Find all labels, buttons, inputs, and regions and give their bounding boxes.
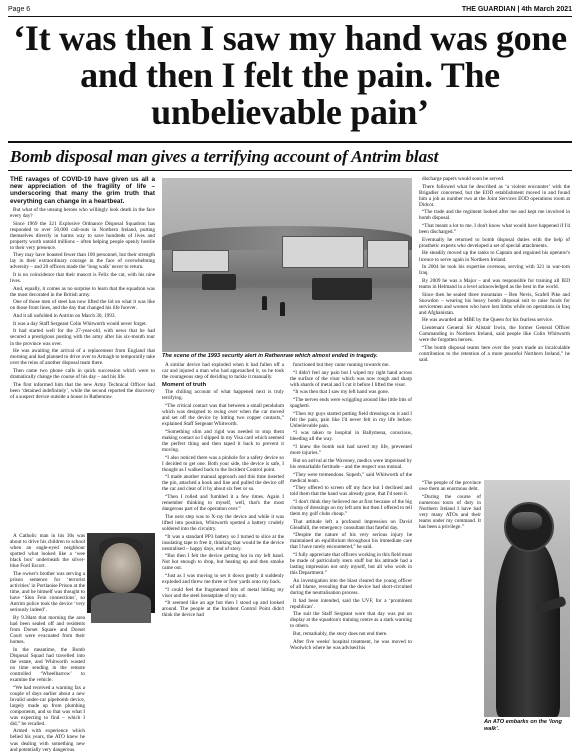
article-paragraph: “I don't think they believed me at first because of the big clump of dressings on my left arm but then I offered to tell them my golf clubs cheap.” [290,498,412,517]
article-paragraph: “Something slim and rigid was needed to stop them making contact so I slipped in my Visa card which seemed the perfect thing and then taped it back to prevent it moving. [162,428,284,453]
photo-building [282,236,364,268]
portrait-photo [87,533,155,613]
article-paragraph: Armed with experience which belied his years, the ATO knew he was dealing with something new and potentially very dangerous. [10,728,85,753]
column-1-body [10,207,155,400]
subheadline: Bomb disposal man gives a terrifying account of Antrim blast [10,147,439,166]
article-paragraph: “Just as I was moving to set it down gently it suddenly exploded and threw me three or four yards onto my back. [162,572,284,586]
article-paragraph: “It seemed like an age but then I stood up and looked around. The people at the Incident Control Point didn't think the device had [162,600,284,619]
article-paragraph: Since then he sealed three mountains – Ben Nevis, Scafell Pike and Snowdon – wearing his heavy bomb disposal suit to raise funds for servicemen and women who have lost limbs while on operations in Iraq and Afghanistan. [419,291,570,316]
article-paragraph: “They offered to screen off my face but I declined and told them that the hand was already gone, that I'd seen it. [290,485,412,498]
article-paragraph: A similar device had exploded when it had fallen off a car and injured a man who had approached it, so he took the courageous step of deciding to tackle it manually. [162,362,284,381]
article-column-4-lower [419,480,481,732]
article-paragraph: An investigation into the blast cleared the young officer of all blame, revealing that the device had short-circuited during the neutralisation process. [290,577,412,596]
headline: ‘It was then I saw my hand was gone and then I felt the pain. The unbelievable pain’ [13,18,567,132]
article-paragraph: “But then I felt the device getting hot in my left hand. Not hot enough to drop, but heating up and then smoke came out. [162,553,284,572]
article-paragraph: He was awarded an MBE by the Queen for his fearless service. [422,317,554,324]
article-paragraph: It had started well for the 27-year-old, with news that he had secured a prestigious posting with the army after his six-month tour in the province was over. [10,328,155,347]
article-paragraph: “It was a standard PP3 battery so I turned to slice at the insulating tape to free it, thinking that would be the device neutralised – happy days, end of story. [162,533,284,552]
article-lead: THE ravages of COVID-19 have given us all a new appreciation of the fragility of life – underscoring that many the grim truth that everything can change in a heartbeat. [10,176,155,205]
page-number: Page 6 [8,6,31,13]
article-paragraph: Lieutenant General Sir Alistair Irwin, the former General Officer Commanding in Northern Ireland, said people like Colin Whitworth were the forgotten heroes. [419,324,570,344]
photo-caption: The scene of the 1993 security alert in Rathenraw which almost ended in tragedy. [162,353,378,359]
article-paragraph: “I could feel the fragmented bits of metal hitting my visor and the steel breastplate of my suit. [162,586,284,599]
article-paragraph: By 9.30am that morning the area had been sealed off and residents from Dorset Square and Dorset Court were evacuated from their homes. [10,614,85,645]
article-paragraph: “The nerves ends were wriggling around like little bits of spaghetti. [290,397,412,410]
photo-building [367,240,409,268]
article-paragraph: But on arrival at the Waveney, medics were impressed by his remarkable fortitude – and the respect was mutual. [290,457,412,470]
column-2-body-a [162,362,284,380]
article-paragraph: It is no coincidence that their mascot is Felix the cat, with his nine lives. [10,272,155,285]
article-paragraph: functioned but they came running towards me. [293,362,390,368]
article-paragraph: A Catholic man in his 30s was about to drive his children to school when an eagle-eyed neighbour spotted what looked like a ‘wee black box’ underneath the silver-blue Ford Escort. [10,533,85,570]
article-paragraph: There followed what he described as ‘a violent encounter’ with the Brigadier concerned, but the EOD establishment moved in and found him a job as number two at the Joint Services EOD operations room at Didcot. [419,183,570,208]
article-paragraph: “They were tremendous. Superb,” said Whitworth of the medical team. [290,471,412,484]
header-rule [8,16,572,17]
article-paragraph: Eventually he returned to bomb disposal duties with the help of prosthetic experts who developed a set of special attachments. [419,236,570,249]
photo-building [172,250,229,272]
article-column-1-lower [10,533,85,753]
article-paragraph: In 2004 he took his expertise overseas, serving with 321 in war-torn Iraq. [419,264,570,277]
article-paragraph: By 2009 he was a Major – and was responsible for training all IED teams in Helmand in a level acknowledged as the best in the world. [419,277,570,290]
photo-vehicle [312,278,372,300]
ato-photo-caption: An ATO embarks on the ‘long walk’. [484,719,562,732]
article-column-3 [290,362,412,732]
article-paragraph: He was awaiting the arrival of a replacement from England that morning and had planned to drive over to Armagh to temporarily take over the reins of another disposal team there. [10,348,155,367]
article-paragraph: “The trade and the regiment looked after me and kept me involved in bomb disposal. [419,209,570,222]
helmet-visor [512,512,542,530]
bomb-suit [496,540,560,717]
article-paragraph: It was a day Staff Sergeant Colin Whitworth would never forget. [13,320,148,327]
article-paragraph: discharge papers would soon be served. [422,176,505,182]
article-paragraph: And, equally, it comes as no surprise to learn that the squadron was the most decorated in the British army. [10,285,155,298]
article-paragraph: “Then I rolled and fumbled it a few times. Again I remember thinking to myself, well, that's the most dangerous part of the operation over.” [162,494,284,513]
article-paragraph: After five weeks' hospital treatment, he was moved to Woolwich where he was advised his [290,638,412,651]
security-alert-photo [162,178,412,352]
article-paragraph: That attitude left a profound impression on David Gleadhill, the emergency consultant that fateful day. [290,518,412,531]
photo-vehicle [202,274,236,290]
article-paragraph: “The people of the province owe them an enormous debt. [419,480,481,493]
headline-rule [8,141,572,143]
photo-road [162,288,412,352]
article-paragraph: They may have boasted fewer than 100 personnel, but their strength lay in their extraordinary courage in the face of overwhelming adversity – and 20 officers made the ‘long walk’ never to return. [10,252,155,271]
article-paragraph: “The bomb disposal teams here over the years made an incalculable contribution to the retention of a more peaceful Northern Ireland,” he said. [419,344,570,363]
crosshead: Moment of truth [162,381,207,388]
article-column-2 [162,362,284,732]
article-paragraph: In the meantime, the Bomb Disposal Squad had travelled into the estate, and Whitworth wasted no time sending in the remote controlled ‘Wheelbarrow’ to examine the vehicle. [10,646,85,683]
article-paragraph: “I fully appreciate that officers working in this field must be made of particularly stern stuff but his attitude had a lasting impression not only myself, but all who work in this Department.” [290,552,412,577]
photo-figure [262,296,267,310]
article-paragraph: “I made another manual approach and this time inserted the pin, attached a hook and line and pulled the device off the car and clear of it by about six feet or so. [162,474,284,493]
article-paragraph: But what of the unsung heroes who willingly look death in the face every day? [10,206,155,219]
article-paragraph: “It was then that I saw my left hand was gone. [293,389,390,396]
ato-photo [484,480,570,717]
portrait-shirt [91,593,151,623]
article-column-4 [419,176,570,476]
photo-figure [280,302,285,316]
article-paragraph: “During the course of numerous tours of duty in Northern Ireland I have had very many ATOs and their teams under my command. It has been a privilege.” [419,493,481,530]
page-header [8,4,572,16]
article-paragraph: It had been intended, said the UVF, for a ‘prominent republican’. [290,597,412,610]
article-paragraph: He steadily moved up the ranks to Captain and regained his operator's licence to serve again in Northern Ireland. [419,250,570,263]
subheadline-rule [8,170,572,171]
article-paragraph: The suit the Staff Sergeant wore that day was put on display at the squadron's training centre as a stark warning to others. [290,611,412,630]
article-paragraph: The owner's brother was serving a prison sentence for ‘terrorist activities’ in Portlaoise Prison at the time, and he himself was thought to have ‘Sinn Fein connections’, so Antrim police took the device ‘very seriously indeed’. [10,570,85,614]
article-paragraph: But, remarkably, the story does not end there. [293,630,388,637]
article-paragraph: The next step was to X-ray the device and while it was lifted into position, Whitworth spotted a battery crudely soldered into the circuitry. [162,513,284,532]
article-paragraph: “The critical contact was that between a small pendulum which was designed to swing over when the car moved and set off the device by hitting two copper contacts,” explained Staff Sergeant Whitworth. [162,403,284,428]
article-paragraph: Then came two phone calls in quick succession which were to dramatically change the course of his day – and his life. [10,367,155,380]
article-paragraph: The chilling account of what happened next is truly terrifying. [162,389,284,402]
article-paragraph: “Then my guys started putting field dressings on it and I felt the pain, pain like I'd never felt in my life before. Unbelievable pain. [290,410,412,429]
article-paragraph: “I didn't feel any pain but I wiped my right hand across the surface of the visor which was now rough and sharp with shards of metal and I cut it before I lifted the visor. [290,369,412,388]
article-paragraph: “That meant a lot to me. I don't know what would have happened if I'd been discharged.” [419,223,570,236]
article-paragraph: “I was taken to hospital in Ballymena, conscious, bleeding all the way. [290,430,412,443]
article-paragraph: Since 1969 the 321 Explosive Ordnance Disposal Squadron has responded to over 50,000 call-outs in Northern Ireland, putting themselves directly in harms way to save hundreds of lives and property worth untold millions – often helping people openly hostile to their very presence. [10,220,155,251]
article-paragraph: “I knew the bomb suit had saved my life, prevented more injuries.” [290,444,412,457]
portrait-face [101,543,141,593]
article-paragraph: And it all unfolded in Antrim on March 30, 1993. [13,313,116,320]
article-paragraph: “I also noticed there was a pinhole for a safety device so I decided to get one. Both your side, the device is safe, I thought as I walked back to the Incident Control point. [162,454,284,473]
article-paragraph: One of those men of steel has now lifted the lid on what it was like on those front lines, and the day that changed his life forever. [10,299,155,312]
article-paragraph: The first informed him that the new Army Technical Officer had been ‘detained indefinitely’, while the second reported the discovery of a suspect device outside a house in Rathenraw. [10,381,155,400]
article-paragraph: “We had received a warning fax a couple of days earlier about a new Invalid under-car pipebomb device, largely made up from plumbing components, and so that was what I was expecting to find – which I did,” he recalled. [10,684,85,727]
column-2-body-b [162,389,284,618]
article-paragraph: “Despite the nature of his very serious injury he maintained an equilibrium throughout his immediate care that I have rarely encountered,” he said. [290,532,412,551]
publication-name: THE GUARDIAN | 4th March 2021 [461,6,572,13]
